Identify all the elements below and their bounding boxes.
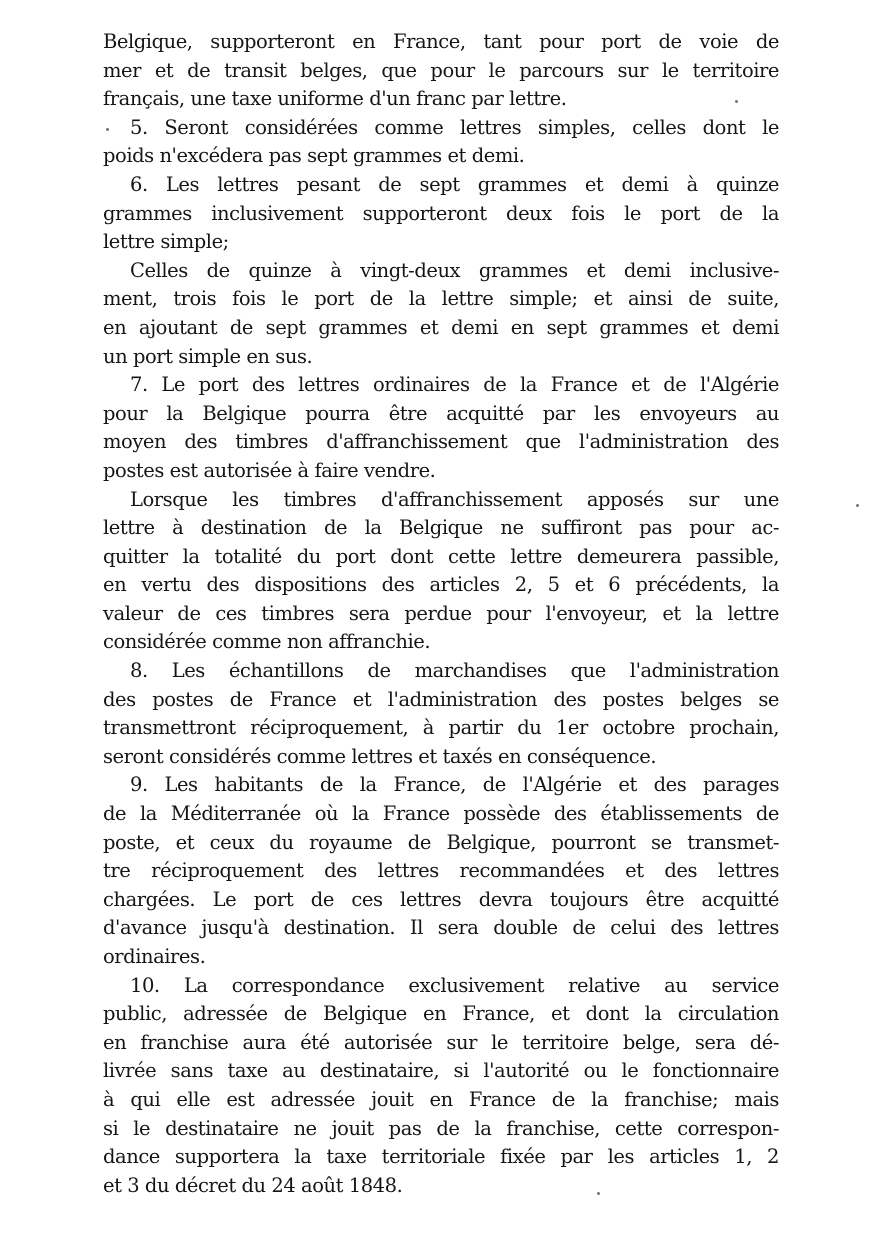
text-line: Celles de quinze à vingt-deux grammes et demi inclusive- — [130, 258, 779, 282]
text-line: en vertu des dispositions des articles 2, 5 et 6 précédents, la — [103, 573, 779, 597]
text-line: lettre à destination de la Belgique ne suffiront pas pour ac- — [103, 516, 779, 540]
text-line: en franchise aura été autorisée sur le territoire belge, sera dé- — [103, 1030, 779, 1054]
text-line: ment, trois fois le port de la lettre simple; et ainsi de suite, — [103, 287, 779, 311]
text-line: valeur de ces timbres sera perdue pour l'envoyeur, et la lettre — [103, 601, 779, 625]
text-line: un port simple en sus. — [103, 344, 313, 368]
article-10 — [103, 972, 779, 1201]
text-line: de la Méditerranée où la France possède des établissements de — [103, 802, 779, 826]
text-line: 8. Les échantillons de marchandises que l'administration — [130, 659, 779, 683]
text-line: quitter la totalité du port dont cette lettre demeurera passible, — [103, 544, 779, 568]
text-line: et 3 du décret du 24 août 1848. — [103, 1173, 403, 1197]
text-line: postes est autorisée à faire vendre. — [103, 458, 436, 482]
scan-speck — [735, 100, 738, 103]
text-line: ordinaires. — [103, 945, 206, 968]
text-line: en ajoutant de sept grammes et demi en sept grammes et demi — [103, 315, 779, 339]
article-9 — [103, 771, 779, 971]
document-page — [103, 28, 779, 1200]
text-line: Belgique, supporteront en France, tant pour port de voie de — [103, 30, 779, 53]
text-line: grammes inclusivement supporteront deux fois le port de la — [103, 201, 779, 225]
text-line: considérée comme non affranchie. — [103, 630, 431, 654]
text-line: public, adressée de Belgique en France, et dont la circulation — [103, 1002, 779, 1026]
article-8 — [103, 657, 779, 771]
text-line: 7. Le port des lettres ordinaires de la France et de l'Algérie — [130, 373, 779, 397]
text-line: à qui elle est adressée jouit en France de la franchise; mais — [103, 1087, 779, 1111]
text-line: chargées. Le port de ces lettres devra toujours être acquitté — [103, 887, 779, 911]
text-line: Lorsque les timbres d'affranchissement apposés sur une — [130, 487, 779, 511]
text-line: lettre simple; — [103, 230, 229, 254]
article-5 — [103, 114, 779, 171]
paragraph — [103, 486, 779, 658]
text-line: seront considérés comme lettres et taxés en conséquence. — [103, 744, 657, 768]
scan-speck — [856, 504, 859, 507]
paragraph — [103, 28, 779, 114]
text-line: 6. Les lettres pesant de sept grammes et demi à quinze — [130, 172, 779, 196]
text-line: poste, et ceux du royaume de Belgique, pourront se transmet- — [103, 830, 779, 854]
text-line: si le destinataire ne jouit pas de la franchise, cette correspon- — [103, 1116, 779, 1140]
article-7 — [103, 371, 779, 485]
text-line: des postes de France et l'administration des postes belges se — [103, 687, 779, 711]
text-line: poids n'excédera pas sept grammes et demi. — [103, 144, 525, 168]
text-line: 10. La correspondance exclusivement relative au service — [130, 973, 779, 997]
article-6 — [103, 171, 779, 257]
text-line: moyen des timbres d'affranchissement que l'administration des — [103, 430, 779, 454]
scan-speck — [106, 128, 109, 131]
text-line: mer et de transit belges, que pour le parcours sur le territoire — [103, 58, 779, 82]
text-line: 5. Seront considérées comme lettres simples, celles dont le — [130, 115, 779, 139]
scan-speck — [597, 1192, 600, 1195]
text-line: tre réciproquement des lettres recommandées et des lettres — [103, 859, 779, 883]
text-line: dance supportera la taxe territoriale fixée par les articles 1, 2 — [103, 1145, 779, 1169]
text-line: 9. Les habitants de la France, de l'Algérie et des parages — [130, 773, 779, 797]
paragraph — [103, 257, 779, 371]
text-line: livrée sans taxe au destinataire, si l'autorité ou le fonctionnaire — [103, 1059, 779, 1083]
text-line: d'avance jusqu'à destination. Il sera double de celui des lettres — [103, 916, 779, 940]
text-line: transmettront réciproquement, à partir du 1er octobre prochain, — [103, 716, 779, 740]
text-line: français, une taxe uniforme d'un franc par lettre. — [103, 87, 567, 111]
text-line: pour la Belgique pourra être acquitté par les envoyeurs au — [103, 401, 779, 425]
